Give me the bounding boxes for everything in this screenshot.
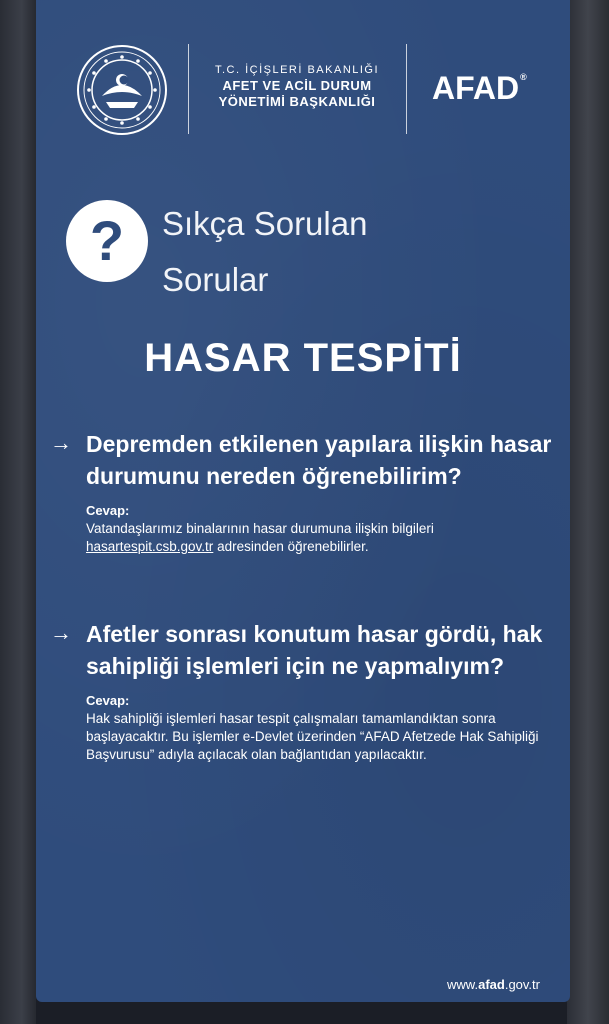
afad-logo xyxy=(432,70,527,107)
faq-question: Depremden etkilenen yapılara ilişkin hasar durumunu nereden öğrenebilirim? xyxy=(86,431,552,489)
header-divider xyxy=(188,44,189,134)
ministry-line-2: AFET VE ACİL DURUM xyxy=(222,78,372,93)
arrow-right-icon: → xyxy=(50,430,72,455)
header-divider xyxy=(406,44,407,134)
faq-item xyxy=(50,428,556,556)
website-suffix: .gov.tr xyxy=(504,977,540,992)
faq-answer: Hak sahipliği işlemleri hasar tespit çalışmaları tamamlandıktan sonra başlayacaktır. Bu işlemler e-Devlet üzerinden “AFAD Afetzede Hak Sahipliği Başvurusu” adıyla açılacak olan bağlantıdan yapılacaktır. xyxy=(86,711,539,762)
ministry-line-3: YÖNETİMİ BAŞKANLIĞI xyxy=(218,94,376,109)
question-mark-icon: ? xyxy=(66,200,148,282)
ministry-line-1: T.C. İÇİŞLERİ BAKANLIĞI xyxy=(214,64,380,76)
afad-seal-icon xyxy=(76,44,168,136)
ministry-name xyxy=(192,62,402,110)
answer-text: Vatandaşlarımız binalarının hasar durumuna ilişkin bilgileri xyxy=(86,521,434,536)
faq-title-line-1: Sıkça Sorulan xyxy=(162,205,368,242)
faq-answer xyxy=(86,520,556,556)
afad-logo-text: AFAD xyxy=(432,70,520,106)
info-card xyxy=(36,0,570,1002)
faq-title xyxy=(162,196,367,308)
faq-title-line-2: Sorular xyxy=(162,261,269,298)
faq-item xyxy=(50,618,556,764)
website-link[interactable] xyxy=(447,977,540,992)
website-prefix: www. xyxy=(447,977,479,992)
answer-text: adresinden öğrenebilirler. xyxy=(213,539,369,554)
website-brand: afad xyxy=(478,977,505,992)
arrow-right-icon: → xyxy=(50,620,72,645)
faq-question: Afetler sonrası konutum hasar gördü, hak sahipliği işlemleri için ne yapmalıyım? xyxy=(86,621,543,679)
screen-right-edge xyxy=(567,0,609,1024)
answer-label: Cevap: xyxy=(86,693,130,708)
answer-label: Cevap: xyxy=(86,503,130,518)
section-title: HASAR TESPİTİ xyxy=(144,336,462,380)
hasartespit-link[interactable]: hasartespit.csb.gov.tr xyxy=(86,539,214,554)
screen-left-edge xyxy=(0,0,36,1024)
registered-mark: ® xyxy=(520,72,527,82)
